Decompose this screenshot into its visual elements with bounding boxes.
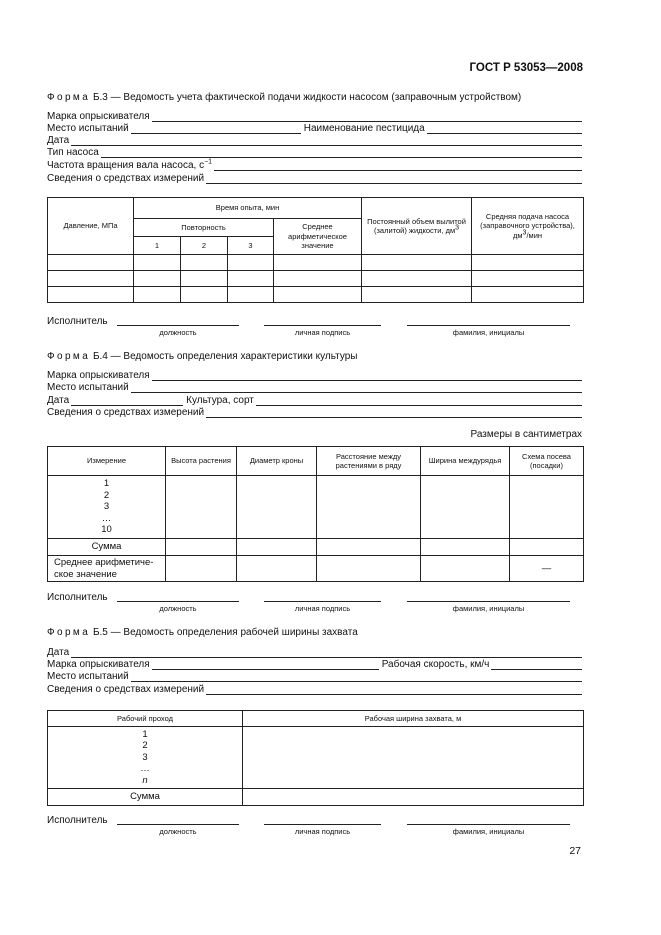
b3-signature-caption: личная подпись xyxy=(294,328,351,337)
b3-col-repeatability: Повторность xyxy=(134,219,274,237)
b5-name-caption: фамилия, инициалы xyxy=(452,827,525,836)
b3-field-pump-type[interactable] xyxy=(47,146,582,158)
b5-position-caption: должность xyxy=(159,827,197,836)
b4-input-crop[interactable] xyxy=(256,395,582,406)
b5-signature-caption: личная подпись xyxy=(294,827,351,836)
b5-signature-line[interactable] xyxy=(264,824,381,825)
b4-field-instruments[interactable] xyxy=(47,406,582,418)
b4-executor-label: Исполнитель xyxy=(47,592,108,603)
b3-input-pump-type[interactable] xyxy=(101,147,582,158)
form-b5-title xyxy=(47,627,358,638)
b5-position-line[interactable] xyxy=(117,824,239,825)
b3-field-instruments[interactable] xyxy=(47,172,582,184)
b5-col-pass: Рабочий проход xyxy=(48,711,243,727)
list-item: 2 xyxy=(103,489,110,501)
b3-col-avg-flow: Средняя подача насоса (заправочного устройства), $дм^3$/мин xyxy=(472,198,584,255)
form-b3-title-prefix: Форма xyxy=(47,92,91,103)
b4-field-test-place[interactable] xyxy=(47,381,582,393)
b4-row-sum: Сумма xyxy=(48,539,166,556)
b3-position-caption: должность xyxy=(159,328,197,337)
b5-executor-label: Исполнитель xyxy=(47,815,108,826)
form-b4-title xyxy=(47,351,357,362)
b4-col-crown-diameter: Диаметр кроны xyxy=(237,447,317,476)
b4-name-caption: фамилия, инициалы xyxy=(452,604,525,613)
list-item: 10 xyxy=(101,524,112,536)
page-number: 27 xyxy=(569,845,581,857)
document-number: ГОСТ Р 53053—2008 xyxy=(469,62,583,74)
b3-col-rep1: 1 xyxy=(134,237,181,255)
form-b5-title-text: Б.5 — Ведомость определения рабочей ширины захвата xyxy=(90,627,358,638)
b3-col-rep3: 3 xyxy=(228,237,274,255)
b3-label-date: Дата xyxy=(47,135,70,146)
b5-table xyxy=(47,710,584,806)
b4-input-date[interactable] xyxy=(71,395,183,406)
b3-name-line[interactable] xyxy=(407,325,570,326)
b4-position-caption: должность xyxy=(159,604,197,613)
b5-field-instruments[interactable] xyxy=(47,683,582,695)
b4-signature-caption: личная подпись xyxy=(294,604,351,613)
b3-name-caption: фамилия, инициалы xyxy=(452,328,525,337)
b5-input-instruments[interactable] xyxy=(206,684,582,695)
b3-executor-label: Исполнитель xyxy=(47,316,108,327)
b5-label-test-place: Место испытаний xyxy=(47,671,129,682)
b4-col-plant-height: Высота растения xyxy=(166,447,237,476)
b5-col-width: Рабочая ширина захвата, м xyxy=(243,711,584,727)
b4-input-test-place[interactable] xyxy=(131,382,582,393)
form-b5-title-prefix: Форма xyxy=(47,627,91,638)
list-item: 3 xyxy=(142,751,148,763)
b5-label-date: Дата xyxy=(47,647,70,658)
b5-input-sprayer-brand[interactable] xyxy=(152,659,379,670)
units-note: Размеры в сантиметрах xyxy=(470,429,582,440)
table-row xyxy=(48,287,584,303)
b5-row-sum: Сумма xyxy=(48,789,243,806)
b4-field-sprayer-brand[interactable] xyxy=(47,369,582,381)
b3-label-test-place: Место испытаний xyxy=(47,123,129,134)
b3-table xyxy=(47,197,584,303)
b3-input-test-place[interactable] xyxy=(131,123,301,134)
b4-label-instruments: Сведения о средствах измерений xyxy=(47,407,205,418)
b4-field-date[interactable] xyxy=(47,394,582,406)
b4-input-instruments[interactable] xyxy=(206,407,582,418)
form-b3-title xyxy=(47,92,521,103)
b4-row-mean: Среднее арифметиче-ское значение xyxy=(48,556,166,582)
b3-input-shaft-speed[interactable] xyxy=(214,160,582,171)
b4-position-line[interactable] xyxy=(117,601,239,602)
b3-label-instruments: Сведения о средствах измерений xyxy=(47,173,205,184)
b4-col-measurement: Измерение xyxy=(48,447,166,476)
b3-input-instruments[interactable] xyxy=(206,173,582,184)
b3-field-sprayer-brand[interactable] xyxy=(47,110,582,122)
b3-label-shaft-speed: Частота вращения вала насоса, $с^{-1}$ xyxy=(47,158,213,171)
b5-label-sprayer-brand: Марка опрыскивателя xyxy=(47,659,150,670)
b5-label-instruments: Сведения о средствах измерений xyxy=(47,684,205,695)
form-b4-title-prefix: Форма xyxy=(47,351,91,362)
list-item: n xyxy=(142,774,148,786)
table-row xyxy=(48,255,584,271)
form-b4-title-text: Б.4 — Ведомость определения характеристики культуры xyxy=(90,351,358,362)
b4-label-test-place: Место испытаний xyxy=(47,382,129,393)
b3-col-volume: Постоянный объем вылитой (залитой) жидкости, $дм^3$ xyxy=(362,198,472,255)
b3-signature-line[interactable] xyxy=(264,325,381,326)
b3-col-rep2: 2 xyxy=(181,237,228,255)
list-item: … xyxy=(140,763,150,775)
b4-label-date: Дата xyxy=(47,395,70,406)
b3-input-date[interactable] xyxy=(71,135,582,146)
b3-field-test-place[interactable] xyxy=(47,122,582,134)
list-item: 1 xyxy=(142,728,148,740)
b4-input-sprayer-brand[interactable] xyxy=(152,370,582,381)
b5-input-test-place[interactable] xyxy=(131,671,582,682)
b4-name-line[interactable] xyxy=(407,601,570,602)
b3-label-pesticide: Наименование пестицида xyxy=(303,123,425,134)
b5-field-date[interactable] xyxy=(47,646,582,658)
b5-field-sprayer-brand[interactable] xyxy=(47,658,582,670)
b3-field-shaft-speed[interactable] xyxy=(47,159,582,171)
b5-name-line[interactable] xyxy=(407,824,570,825)
b4-label-sprayer-brand: Марка опрыскивателя xyxy=(47,370,150,381)
b4-mean-dash: — xyxy=(510,556,584,582)
list-item: 3 xyxy=(103,501,110,513)
list-item: 2 xyxy=(142,740,148,752)
b3-col-pressure: Давление, МПа xyxy=(48,198,134,255)
b3-input-sprayer-brand[interactable] xyxy=(152,111,582,122)
b4-measurement-list xyxy=(48,476,166,539)
b5-pass-list xyxy=(48,727,243,789)
b4-col-row-plant-distance: Расстояние между растениями в ряду xyxy=(317,447,421,476)
form-b3-title-text: Б.3 — Ведомость учета фактической подачи жидкости насосом (заправочным устройством) xyxy=(90,92,522,103)
b3-input-pesticide[interactable] xyxy=(427,123,582,134)
b3-position-line[interactable] xyxy=(117,325,239,326)
b3-label-pump-type: Тип насоса xyxy=(47,147,99,158)
b4-signature-line[interactable] xyxy=(264,601,381,602)
b5-input-date[interactable] xyxy=(71,647,582,658)
b4-col-row-spacing: Ширина междурядья xyxy=(421,447,510,476)
b4-col-planting-scheme: Схема посева (посадки) xyxy=(510,447,584,476)
b4-table xyxy=(47,446,584,582)
b3-col-experiment-time: Время опыта, мин xyxy=(134,198,362,219)
b5-label-work-speed: Рабочая скорость, км/ч xyxy=(381,659,490,670)
b4-label-crop: Культура, сорт xyxy=(186,395,254,406)
b5-input-work-speed[interactable] xyxy=(491,659,582,670)
b3-field-date[interactable] xyxy=(47,134,582,146)
b3-col-mean: Среднее арифметическое значение xyxy=(274,219,362,255)
table-row xyxy=(48,271,584,287)
list-item: … xyxy=(101,512,112,524)
b5-field-test-place[interactable] xyxy=(47,670,582,682)
list-item: 1 xyxy=(103,478,110,490)
b3-label-sprayer-brand: Марка опрыскивателя xyxy=(47,111,150,122)
